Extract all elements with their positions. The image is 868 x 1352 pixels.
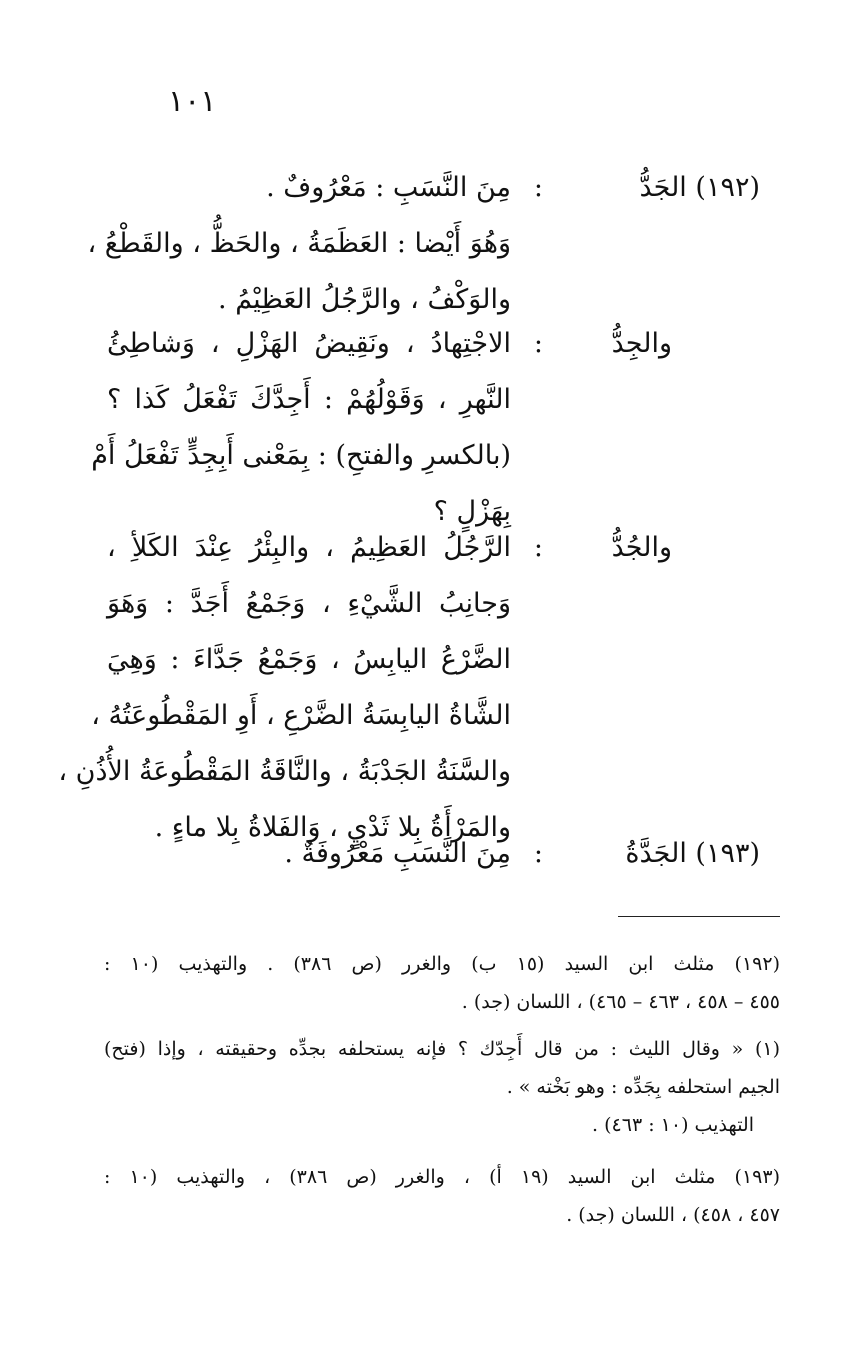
footnote	[104, 945, 780, 1021]
footnote-line: ٤٥٧ ، ٤٥٨) ، اللسان (جد) .	[566, 1204, 780, 1226]
entry-colon: :	[533, 532, 543, 563]
entry-definition	[58, 520, 511, 856]
footnote-line: ٤٥٥ – ٤٥٨ ، ٤٦٣ – ٤٦٥) ، اللسان (جد) .	[461, 991, 780, 1013]
definition-line: مِنَ النَّسَبِ : مَعْرُوفٌ .	[266, 172, 511, 203]
entry-headword: (١٩٣) الجَدَّةُ	[625, 838, 760, 869]
definition-line: النَّهرِ ، وَقَوْلُهُمْ : أَجِدَّكَ تَفْعَلُ كَذا ؟	[107, 384, 511, 415]
definition-line: الاجْتِهادُ ، ونَقِيضُ الهَزْلِ ، وَشاطِئُ	[107, 328, 511, 359]
definition-line: والوَكْفُ ، والرَّجُلُ العَظِيْمُ .	[218, 284, 511, 315]
definition-line: وَهُوَ أَيْضا : العَظَمَةُ ، والحَظُّ ، والقَطْعُ ،	[87, 228, 511, 259]
definition-line: بِهَزْلٍ ؟	[433, 496, 511, 527]
entry-headword: (١٩٢) الجَدُّ	[639, 172, 760, 203]
definition-line: والسَّنَةُ الجَدْبَةُ ، والنَّاقَةُ المَقْطُوعَةُ الأُذُنِ ،	[58, 756, 511, 787]
footnote-separator	[618, 916, 780, 917]
footnote-line: التهذيب (١٠ : ٤٦٣) .	[592, 1114, 754, 1136]
footnote	[104, 1030, 780, 1144]
definition-line: والمَرْأَةُ بِلا ثَدْيٍ ، وَالفَلاةُ بِلا ماءٍ .	[154, 812, 511, 843]
definition-line: مِنَ النَّسَبِ مَعْرُوفَةٌ .	[284, 838, 511, 869]
entry-colon: :	[533, 328, 543, 359]
footnote-line: (١٩٢) مثلث ابن السيد (١٥ ب) والغرر (ص ٣٨٦) . والتهذيب (١٠ :	[104, 953, 780, 975]
footnote	[104, 1158, 780, 1234]
footnote-line: (١٩٣) مثلث ابن السيد (١٩ أ) ، والغرر (ص ٣٨٦) ، والتهذيب (١٠ :	[104, 1166, 780, 1188]
definition-line: (بالكسرِ والفتحِ) : بِمَعْنى أَبِجِدٍّ تَفْعَلُ أَمْ	[91, 440, 511, 471]
entry-headword: والجِدُّ	[611, 328, 672, 359]
page-number: ١٠١	[168, 84, 217, 119]
entry-headword: والجُدُّ	[611, 532, 672, 563]
footnote-line: الجيم استحلفه بِجَدِّه : وهو بَخْته » .	[506, 1076, 780, 1098]
entry-definition	[87, 160, 511, 328]
definition-line: الضَّرْعُ اليابِسُ ، وَجَمْعُ جَدَّاءَ : وَهِيَ	[107, 644, 511, 675]
entry-colon: :	[533, 838, 543, 869]
definition-line: الشَّاةُ اليابِسَةُ الضَّرْعِ ، أَوِ المَقْطُوعَتُهُ ،	[91, 700, 511, 731]
entry-definition	[107, 826, 511, 882]
entry-definition	[91, 316, 511, 540]
definition-line: وَجانِبُ الشَّيْءِ ، وَجَمْعُ أَجَدَّ : وَهَوَ	[107, 588, 511, 619]
footnote-line: (١) « وقال الليث : من قال أَجِدّك ؟ فإنه يستحلفه بجدِّه وحقيقته ، وإذا (فتح)	[104, 1038, 780, 1060]
entry-colon: :	[533, 172, 543, 203]
definition-line: الرَّجُلُ العَظِيمُ ، والبِئْرُ عِنْدَ الكَلأِ ،	[107, 532, 511, 563]
